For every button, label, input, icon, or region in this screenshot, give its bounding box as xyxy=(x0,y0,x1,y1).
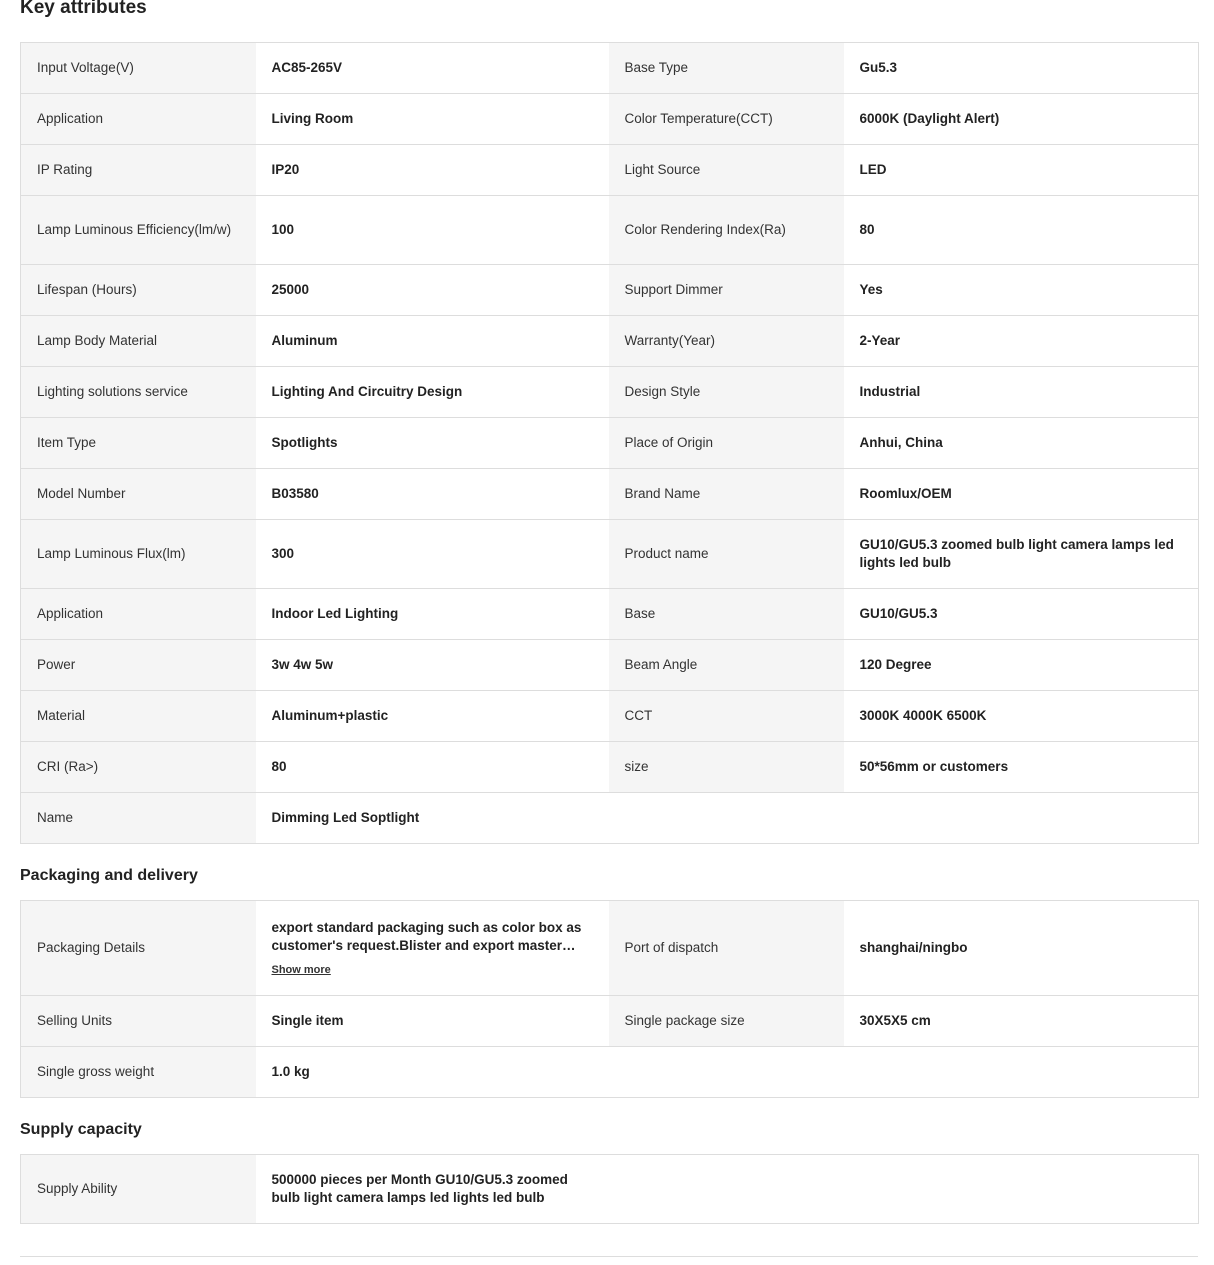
attribute-label: Beam Angle xyxy=(609,640,844,691)
table-row xyxy=(21,901,1199,996)
attribute-value: Dimming Led Soptlight xyxy=(256,793,609,844)
packaging-table xyxy=(20,900,1199,1098)
attribute-value: 80 xyxy=(844,196,1199,265)
empty-cell xyxy=(609,1155,844,1224)
attribute-value: 6000K (Daylight Alert) xyxy=(844,94,1199,145)
attribute-value: Roomlux/OEM xyxy=(844,469,1199,520)
port-value: shanghai/ningbo xyxy=(844,901,1199,996)
attribute-label: Color Rendering Index(Ra) xyxy=(609,196,844,265)
attribute-value: Yes xyxy=(844,265,1199,316)
package-size-value: 30X5X5 cm xyxy=(844,996,1199,1047)
attribute-value: GU10/GU5.3 xyxy=(844,589,1199,640)
attribute-value: Spotlights xyxy=(256,418,609,469)
attribute-label: Application xyxy=(21,589,256,640)
table-row xyxy=(21,418,1199,469)
attribute-label: Base xyxy=(609,589,844,640)
empty-cell xyxy=(844,1047,1199,1098)
table-row xyxy=(21,196,1199,265)
attribute-label: Base Type xyxy=(609,43,844,94)
empty-cell xyxy=(609,793,844,844)
table-row xyxy=(21,43,1199,94)
attribute-label: Name xyxy=(21,793,256,844)
packaging-details-value xyxy=(256,901,609,996)
empty-cell xyxy=(844,793,1199,844)
attribute-label: Power xyxy=(21,640,256,691)
attribute-label: Input Voltage(V) xyxy=(21,43,256,94)
attribute-value: 80 xyxy=(256,742,609,793)
attribute-value: AC85-265V xyxy=(256,43,609,94)
attribute-label: Place of Origin xyxy=(609,418,844,469)
table-row xyxy=(21,1155,1199,1224)
supply-ability-label: Supply Ability xyxy=(21,1155,256,1224)
attribute-label: Material xyxy=(21,691,256,742)
table-row xyxy=(21,469,1199,520)
attribute-value: Anhui, China xyxy=(844,418,1199,469)
attribute-label: Lifespan (Hours) xyxy=(21,265,256,316)
attribute-value: GU10/GU5.3 zoomed bulb light camera lamps led lights led bulb xyxy=(844,520,1199,589)
attribute-value: 2-Year xyxy=(844,316,1199,367)
attribute-label: Product name xyxy=(609,520,844,589)
table-row xyxy=(21,520,1199,589)
table-row xyxy=(21,265,1199,316)
attribute-value: 300 xyxy=(256,520,609,589)
table-row xyxy=(21,691,1199,742)
key-attributes-title: Key attributes xyxy=(20,0,147,18)
table-row xyxy=(21,793,1199,844)
supply-title: Supply capacity xyxy=(20,1121,142,1138)
packaging-details-text: export standard packaging such as color box as customer's request.Blister and export master… xyxy=(271,919,582,953)
attribute-label: CRI (Ra>) xyxy=(21,742,256,793)
attribute-value: LED xyxy=(844,145,1199,196)
attribute-value: Gu5.3 xyxy=(844,43,1199,94)
attribute-value: B03580 xyxy=(256,469,609,520)
attribute-label: Light Source xyxy=(609,145,844,196)
table-row xyxy=(21,1047,1199,1098)
attribute-label: Application xyxy=(21,94,256,145)
attribute-value: Indoor Led Lighting xyxy=(256,589,609,640)
attribute-label: IP Rating xyxy=(21,145,256,196)
gross-weight-label: Single gross weight xyxy=(21,1047,256,1098)
packaging-details-label: Packaging Details xyxy=(21,901,256,996)
attribute-label: Model Number xyxy=(21,469,256,520)
attribute-label: Color Temperature(CCT) xyxy=(609,94,844,145)
attribute-label: Item Type xyxy=(21,418,256,469)
attribute-label: size xyxy=(609,742,844,793)
empty-cell xyxy=(609,1047,844,1098)
table-row xyxy=(21,640,1199,691)
attribute-value: Industrial xyxy=(844,367,1199,418)
attribute-label: Lamp Luminous Flux(lm) xyxy=(21,520,256,589)
key-attributes-table xyxy=(20,42,1199,844)
attribute-value: Lighting And Circuitry Design xyxy=(256,367,609,418)
attribute-value: Aluminum+plastic xyxy=(256,691,609,742)
attribute-label: Lamp Luminous Efficiency(lm/w) xyxy=(21,196,256,265)
table-row xyxy=(21,316,1199,367)
table-row xyxy=(21,145,1199,196)
packaging-title: Packaging and delivery xyxy=(20,867,198,884)
attribute-value: 50*56mm or customers xyxy=(844,742,1199,793)
supply-ability-value: 500000 pieces per Month GU10/GU5.3 zoomed bulb light camera lamps led lights led bulb xyxy=(256,1155,609,1224)
attribute-label: Lamp Body Material xyxy=(21,316,256,367)
attribute-label: Support Dimmer xyxy=(609,265,844,316)
port-label: Port of dispatch xyxy=(609,901,844,996)
table-row xyxy=(21,589,1199,640)
attribute-value: 25000 xyxy=(256,265,609,316)
table-row xyxy=(21,742,1199,793)
selling-units-label: Selling Units xyxy=(21,996,256,1047)
attribute-value: 3w 4w 5w xyxy=(256,640,609,691)
attribute-label: CCT xyxy=(609,691,844,742)
attribute-value: 120 Degree xyxy=(844,640,1199,691)
divider xyxy=(20,1256,1198,1257)
selling-units-value: Single item xyxy=(256,996,609,1047)
show-more-link[interactable]: Show more xyxy=(271,963,331,976)
supply-table xyxy=(20,1154,1199,1224)
gross-weight-value: 1.0 kg xyxy=(256,1047,609,1098)
table-row xyxy=(21,367,1199,418)
attribute-value: 3000K 4000K 6500K xyxy=(844,691,1199,742)
attribute-label: Warranty(Year) xyxy=(609,316,844,367)
package-size-label: Single package size xyxy=(609,996,844,1047)
attribute-label: Brand Name xyxy=(609,469,844,520)
attribute-value: IP20 xyxy=(256,145,609,196)
empty-cell xyxy=(844,1155,1199,1224)
attribute-value: Living Room xyxy=(256,94,609,145)
attribute-label: Lighting solutions service xyxy=(21,367,256,418)
table-row xyxy=(21,996,1199,1047)
attribute-value: Aluminum xyxy=(256,316,609,367)
table-row xyxy=(21,94,1199,145)
attribute-value: 100 xyxy=(256,196,609,265)
attribute-label: Design Style xyxy=(609,367,844,418)
